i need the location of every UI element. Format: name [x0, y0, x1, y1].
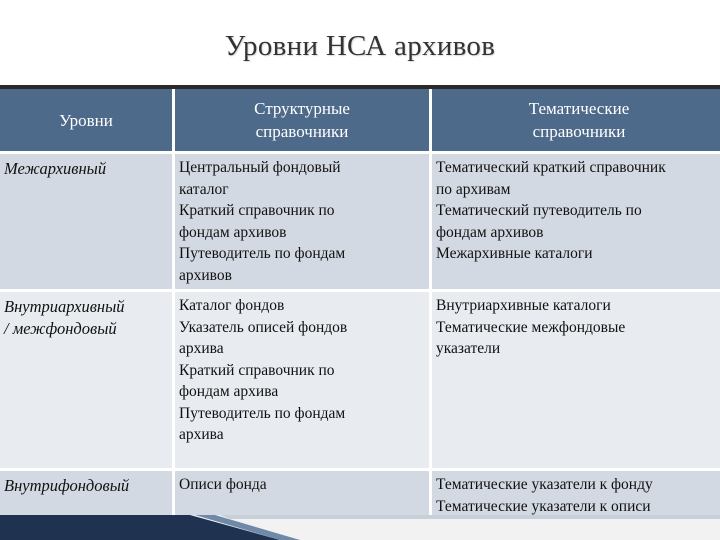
header-thematic — [432, 89, 720, 151]
structural-line: фондам архива — [179, 383, 279, 400]
level-line: Внутрифондовый — [4, 476, 130, 495]
structural-line: Каталог фондов — [179, 297, 285, 314]
thematic-line: фондам архивов — [436, 223, 544, 241]
footer-decoration — [0, 515, 720, 540]
header-levels-text: Уровни — [59, 110, 113, 130]
structural-line: архивов — [179, 266, 232, 284]
row-level-intraarchive — [0, 292, 172, 468]
structural-line: Краткий справочник по — [179, 202, 335, 219]
row-level-interarchive — [0, 154, 172, 289]
level-line: Межархивный — [4, 159, 107, 178]
level-line: / межфондовый — [4, 318, 117, 338]
structural-line: Краткий справочник по — [179, 361, 335, 379]
structural-line: Путеводитель по фондам — [179, 404, 346, 422]
header-structural-line: справочники — [255, 122, 349, 141]
header-structural — [175, 89, 429, 151]
header-thematic-line: Тематические — [528, 99, 630, 118]
thematic-line: Тематические межфондовые — [436, 318, 626, 336]
thematic-line: Тематический путеводитель по — [436, 202, 642, 219]
row-thematic-interarchive — [432, 154, 720, 289]
header-structural-line: Структурные — [254, 99, 350, 118]
row-structural-intraarchive — [175, 292, 429, 468]
header-levels — [0, 89, 172, 151]
slide-title: Уровни НСА архивов — [224, 30, 496, 62]
thematic-line: Тематические указатели к фонду — [436, 476, 653, 493]
header-thematic-line: справочники — [532, 122, 626, 141]
thematic-line: Тематические указатели к описи — [436, 497, 651, 515]
structural-line: Центральный фондовый — [179, 159, 341, 176]
thematic-line: по архивам — [436, 180, 511, 198]
structural-line: Описи фонда — [179, 476, 267, 493]
level-line: Внутриархивный — [4, 297, 125, 316]
structural-line: фондам архивов — [179, 223, 287, 241]
thematic-line: Тематический краткий справочник — [436, 159, 666, 176]
row-thematic-intraarchive — [432, 292, 720, 468]
thematic-line: указатели — [436, 340, 501, 357]
structural-line: Путеводитель по фондам — [179, 245, 346, 262]
thematic-line: Внутриархивные каталоги — [436, 297, 611, 314]
nsa-levels-table — [0, 89, 720, 515]
structural-line: каталог — [179, 180, 229, 198]
structural-line: Указатель описей фондов — [179, 318, 348, 336]
row-structural-interarchive — [175, 154, 429, 289]
structural-line: архива — [179, 340, 224, 357]
thematic-line: Межархивные каталоги — [436, 245, 593, 262]
structural-line: архива — [179, 426, 224, 443]
